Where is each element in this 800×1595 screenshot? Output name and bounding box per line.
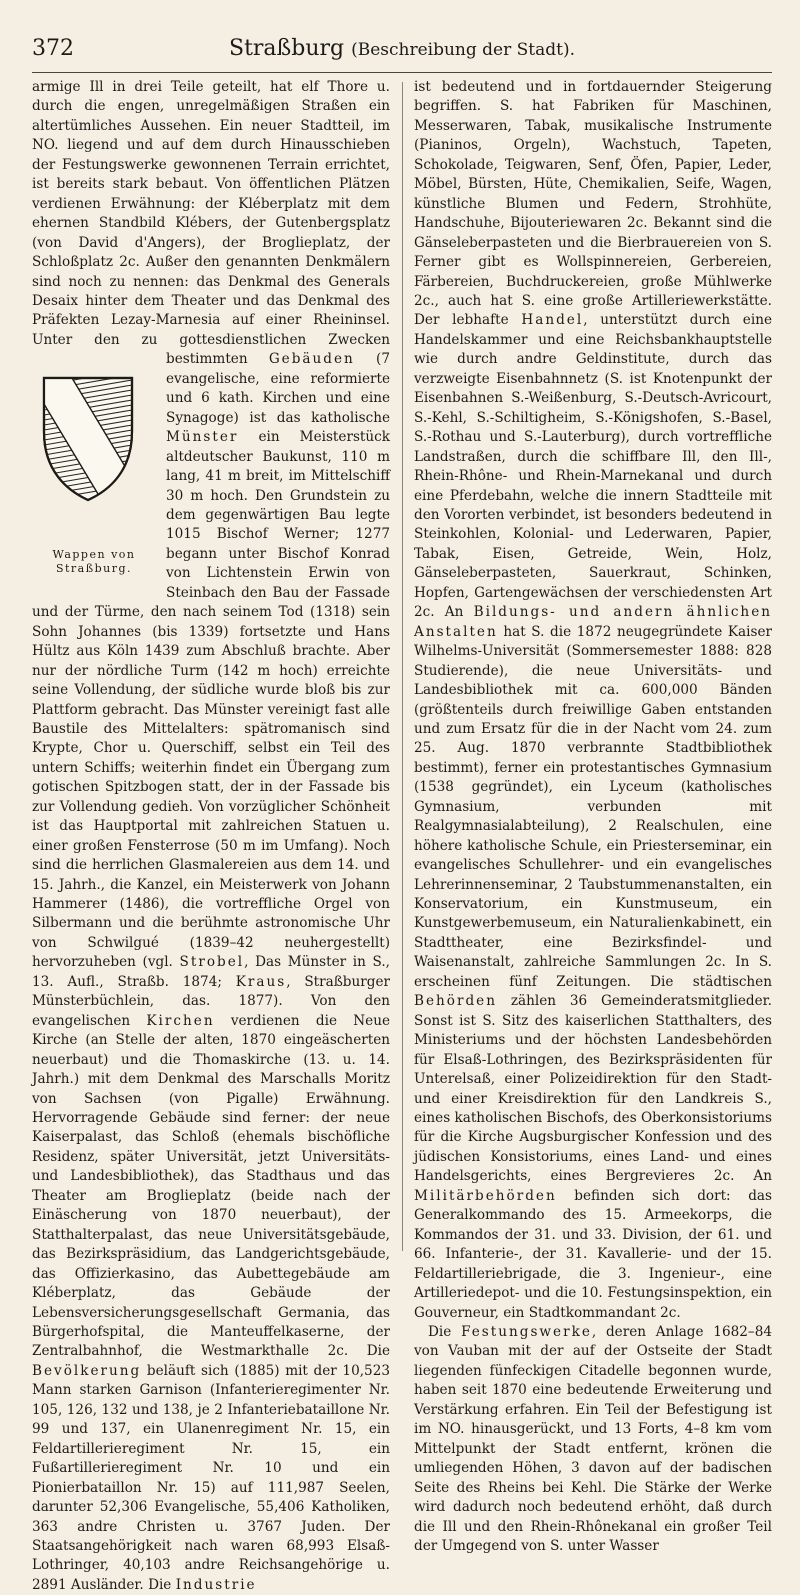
- running-title: [32, 36, 772, 61]
- right-column: [414, 78, 772, 1554]
- text-run: ein Meisterstück altdeutscher Baukunst, 110 m lang, 41 m breit, im Mittelschiff 30 m hoch. Den Grundstein zu dem gegenwärtigen Bau legte 1015 Bischof Werner; 1277 begann unter Bischof Konrad von Lichtenstein Erwin von Steinbach den Bau der Fassade und der Türme, den nach seinem Tod (1318) sein Sohn Johannes (bis 1339) fortsetzte und Hans Hültz aus Köln 1439 zum Abschluß brachte. Aber nur der nördliche Turm (142 m hoch) erreichte seine Vollendung, der südliche wurde bloß bis zur Plattform gebracht. Das Münster vereinigt fast alle Baustile des Mittelalters: spätromanisch sind Krypte, Chor u. Querschiff, selbst ein Teil des untern Schiffs; weiterhin findet ein Übergang zum gotischen Spitzbogen statt, der in der Fassade bis zur Vollendung gedieh. Von vorzüglicher Schönheit ist das Hauptportal mit zahlreichen Statuen u. einer großen Fensterrose (50 m im Umfang). Noch sind die herrlichen Glasmalereien aus dem 14. und 15. Jahrh., die Kanzel, ein Meisterwerk von Johann Hammerer (1486), die vortreffliche Orgel von Silbermann und die berühmte astronomische Uhr von Schwilgué (1839–42 neuhergestellt) hervorzuheben (vgl.: [32, 429, 390, 971]
- spaced-term: Behörden: [414, 993, 497, 1010]
- spaced-term: Kraus: [235, 973, 287, 990]
- text-run: (7 evangelische, eine reformierte und 6 kath. Kirchen und eine Synagoge) ist das katholische: [166, 351, 390, 426]
- text-run: befinden sich dort: das Generalkommando des 15. Armeekorps, die Kommandos der 31. und 33. Division, der 61. und 66. Infanterie-, der 31. Kavallerie- und der 15. Feldartilleriebrigade, die 3. Ingenieur-, eine Artilleriedepot- und die 10. Festungsinspektion, ein Gouverneur, ein Stadtkommandant 2c.: [414, 1187, 772, 1321]
- spaced-term: Bildungs- und andern ähnlichen Anstalten: [414, 604, 772, 640]
- text-run: , deren Anlage 1682–84 von Vauban mit der auf der Ostseite der Stadt liegenden fünfeckigen Citadelle begonnen wurde, haben seit 1870 eine bedeutende Erweiterung und Verstärkung erfahren. Ein Teil der Befestigung ist im NO. hinausgerückt, und 13 Forts, 4–8 km vom Mittelpunkt der Stadt entfernt, krönen die umliegenden Höhen, 3 davon auf der badischen Seite des Rheins bei Kehl. Die Stärke der Werke wird dadurch noch bedeutend erhöht, daß durch die Ill und den Rhein-Rhônekanal ein großer Teil der Umgegend von S. unter Wasser: [414, 1324, 772, 1554]
- page-header: [32, 36, 772, 70]
- text-run: , Das Münster in S., 13. Aufl., Straßb. 1874;: [32, 954, 391, 990]
- left-column: [32, 78, 391, 1593]
- right-paragraph-2: [414, 1323, 772, 1556]
- text-run: ist bedeutend und in fortdauernder Steigerung begriffen. S. hat Fabriken für Maschinen, Messerwaren, Tabak, musikalische Instrumente (Pianinos, Orgeln), Wachstuch, Tapeten, Schokolade, Teigwaren, Senf, Öfen, Papier, Leder, Möbel, Bürsten, Hüte, Chemikalien, Seife, Wagen, künstliche Blumen und Federn, Strohhüte, Handschuhe, Bijouteriewaren 2c. Bekannt sind die Gänseleberpasteten und die Bierbrauereien von S. Ferner gibt es Wollspinnereien, Gerbereien, Färbereien, Buchdruckereien, große Mühlwerke 2c., auch hat S. eine große Artilleriewerkstätte. Der lebhafte: [414, 79, 772, 329]
- text-run: Die: [428, 1324, 462, 1340]
- column-divider: [402, 82, 403, 1251]
- spaced-term: Militärbehörden: [414, 1187, 557, 1204]
- spaced-term: Festungswerke: [461, 1324, 592, 1340]
- text-columns: [32, 78, 772, 1593]
- coat-of-arms-icon: [38, 374, 138, 504]
- spaced-term: Bevölkerung: [32, 1362, 142, 1379]
- spaced-term: Kirchen: [146, 1012, 215, 1029]
- text-run: hat S. die 1872 neugegründete Kaiser Wilhelms-Universität (Sommersemester 1888: 828 Studierende), die neue Universitäts- und Landesbibliothek mit ca. 600,000 Bänden (größtenteils durch freiwillige Gaben entstanden und zum Ersatz für die in der Nacht vom 24. zum 25. Aug. 1870 verbrannte Stadtbibliothek bestimmt), ferner ein protestantisches Gymnasium (1538 gegründet), ein Lyceum (katholisches Gymnasium, verbunden mit Realgymnasialabteilung), 2 Realschulen, eine höhere katholische Schule, ein Priesterseminar, ein evangelisches Schullehrer- und ein evangelisches Lehrerinnenseminar, 2 Taubstummenanstalten, ein Konservatorium, ein Kunstmuseum, ein Kunstgewerbemuseum, ein Naturalienkabinett, ein Stadttheater, eine Bezirksfindel- und Waisenanstalt, zahlreiche Sammlungen 2c. In S. erscheinen fünf Zeitungen. Die städtischen: [414, 623, 772, 990]
- text-run: , unterstützt durch eine Handelskammer und eine Reichsbankhauptstelle wie durch andre Geldinstitute, durch das verzweigte Eisenbahnnetz (S. ist Knotenpunkt der Eisenbahnen S.-Weißenburg, S.-Deutsch-Avricourt, S.-Kehl, S.-Schiltigheim, S.-Königshofen, S.-Basel, S.-Rothau und S.-Lauterburg), durch vortreffliche Landstraßen, durch die schiffbare Ill, den Ill-, Rhein-Rhône- und Rhein-Marnekanal und durch eine Pferdebahn, welche die innern Stadtteile mit den Vororten verbindet, ist besonders bedeutend in Steinkohlen, Kolonial- und Lederwaren, Papier, Tabak, Eisen, Getreide, Wein, Holz, Gänseleberpasteten, Sauerkraut, Schinken, Hopfen, Gartengewächsen der verschiedensten Art 2c. An: [414, 312, 772, 621]
- text-run: beläuft sich (1885) mit der 10,523 Mann starken Garnison (Infanterieregimenter Nr. 105, 126, 132 und 138, je 2 Infanteriebataillone Nr. 99 und 137, ein Ulanenregiment Nr. 15, ein Feldartillerieregiment Nr. 15, ein Fußartillerieregiment Nr. 10 und ein Pionierbataillon Nr. 15) auf 111,987 Seelen, darunter 52,306 Evangelische, 55,406 Katholiken, 363 andre Christen u. 3767 Juden. Der Staatsangehörigkeit nach waren 68,993 Elsaß-Lothringer, 40,103 andre Reichsangehörige u. 2891 Ausländer. Die: [32, 1362, 390, 1593]
- spaced-term: Münster: [166, 429, 239, 446]
- figure-caption: Wappen von Straßburg.: [52, 548, 136, 576]
- running-title-main: Straßburg: [229, 36, 345, 61]
- spaced-term: Industrie: [175, 1576, 257, 1593]
- coat-of-arms-figure: [32, 356, 156, 584]
- right-paragraph-1: [414, 78, 772, 1323]
- page-number: 372: [32, 36, 74, 61]
- spaced-term: Gebäuden: [268, 351, 355, 368]
- header-rule: [32, 72, 772, 73]
- text-run: , Straßburger Münsterbüchlein, das. 1877). Von den evangelischen: [32, 973, 390, 1029]
- text-run: verdienen die Neue Kirche (an Stelle der alten, 1870 eingeäscherten neuerbaut) und die Thomaskirche (13. u. 14. Jahrh.) mit dem Denkmal des Marschalls Moritz von Sachsen (von Pigalle) Erwähnung. Hervorragende Gebäude sind ferner: der neue Kaiserpalast, das Schloß (ehemals bischöfliche Residenz, später Universität, jetzt Universitäts- und Landesbibliothek), das Stadthaus und das Theater am Broglieplatz (beide nach der Einäscherung von 1870 neuerbaut), der Statthalterpalast, das neue Universitätsgebäude, das Bezirkspräsidium, das Landgerichtsgebäude, das Offizierkasino, das Aubettegebäude am Kléberplatz, das Gebäude der Lebensversicherungsgesellschaft Germania, das Bürgerhofspital, die Manteuffelkaserne, der Zentralbahnhof, die Westmarkthalle 2c. Die: [32, 1012, 390, 1360]
- spaced-term: Strobel: [179, 954, 245, 971]
- text-run: zählen 36 Gemeinderatsmitglieder. Sonst ist S. Sitz des kaiserlichen Statthalters, des Ministeriums und der höchsten Landesbehörden für Elsaß-Lothringen, des Bezirkspräsidenten für Unterelsaß, einer Polizeidirektion für den Stadt- und einer Kreisdirektion für den Landkreis S., eines katholischen Bischofs, des Oberkonsistoriums für die Kirche Augsburgischer Konfession und des jüdischen Konsistoriums, eines Land- und eines Handelsgerichts, eines Bergrevieres 2c. An: [414, 993, 772, 1185]
- running-title-sub: (Beschreibung der Stadt).: [351, 40, 575, 60]
- spaced-term: Handel: [521, 312, 584, 329]
- left-paragraph: [32, 78, 390, 1595]
- text-run: armige Ill in drei Teile geteilt, hat elf Thore u. durch die engen, unregelmäßigen Straßen ein altertümliches Aussehen. Ein neuer Stadtteil, im NO. liegend und auf dem durch Hinausschieben der Festungswerke gewonnenen Terrain errichtet, ist bereits stark bebaut. Von öffentlichen Plätzen verdienen Erwähnung: der Kléberplatz mit dem ehernen Standbild Klébers, der Gutenbergsplatz (von David d'Angers), der Broglieplatz, der Schloßplatz 2c. Außer den genannten Denkmälern sind noch zu nennen: das Denkmal des Generals Desaix hinter dem Theater und das Denkmal des Präfekten Lezay-Marnesia auf einer Rheininsel. Unter den zu gottesdienstlichen Zwecken bestimmten: [32, 79, 390, 368]
